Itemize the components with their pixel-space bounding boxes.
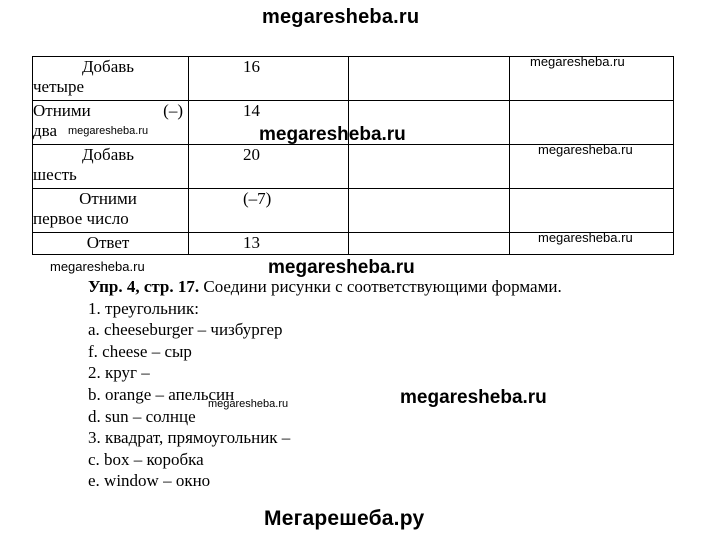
table-cell-value: 20	[189, 145, 349, 189]
watermark-table-r3: megaresheba.ru	[538, 142, 633, 157]
op-line1: Ответ	[86, 233, 130, 252]
exercise-heading-rest: Соедини рисунки с соответствующими формами.	[199, 277, 562, 296]
op-line2: два	[33, 121, 57, 140]
watermark-mid-small: megaresheba.ru	[208, 398, 289, 410]
exercise-line: f. cheese – сыр	[88, 341, 192, 361]
watermark-below-left: megaresheba.ru	[50, 259, 145, 274]
table-cell-value: 13	[189, 233, 349, 255]
watermark-below-center: megaresheba.ru	[268, 257, 415, 278]
table-cell-operation	[33, 233, 189, 255]
table-cell-value: 16	[189, 57, 349, 101]
table-cell-operation	[33, 145, 189, 189]
watermark-table-r2-small: megaresheba.ru	[68, 125, 149, 137]
table-cell-operation	[33, 101, 189, 145]
exercise-line: b. orange – апельсин	[88, 384, 235, 404]
exercise-line: 3. квадрат, прямоугольник –	[88, 428, 291, 448]
table-cell-operation	[33, 189, 189, 233]
op-line1: Отними (–)	[33, 101, 183, 120]
table-cell-operation	[33, 57, 189, 101]
exercise-heading	[88, 276, 562, 298]
table-cell-empty	[349, 57, 510, 101]
exercise-heading-bold: Упр. 4, стр. 17.	[88, 277, 200, 296]
exercise-line: 2. круг –	[88, 363, 150, 383]
table-cell-empty	[349, 233, 510, 255]
watermark-footer: Мегарешеба.ру	[264, 507, 425, 530]
table-cell-empty	[349, 189, 510, 233]
exercise-line: 1. треугольник:	[88, 298, 199, 318]
op-line1: Добавь	[81, 145, 135, 164]
watermark-table-r2-big: megaresheba.ru	[259, 124, 406, 145]
table-cell-empty	[510, 189, 674, 233]
watermark-top: megaresheba.ru	[262, 6, 420, 28]
op-line2: четыре	[33, 77, 84, 96]
table-row	[33, 189, 674, 233]
exercise-line: c. box – коробка	[88, 449, 204, 469]
watermark-table-r5: megaresheba.ru	[538, 230, 633, 245]
exercise-line: e. window – окно	[88, 471, 211, 491]
exercise-line: d. sun – солнце	[88, 406, 196, 426]
table-cell-empty	[510, 101, 674, 145]
table-cell-value: (–7)	[189, 189, 349, 233]
op-line2: первое число	[33, 209, 129, 228]
op-line1: Добавь	[81, 57, 135, 76]
watermark-table-r1: megaresheba.ru	[530, 54, 625, 69]
exercise-text	[88, 276, 562, 492]
exercise-line: a. cheeseburger – чизбургер	[88, 320, 283, 340]
watermark-mid-big: megaresheba.ru	[400, 387, 547, 408]
table-cell-empty	[349, 145, 510, 189]
op-line1: Отними	[79, 189, 137, 208]
op-line2: шесть	[33, 165, 77, 184]
table-cell-value: 14	[189, 101, 349, 145]
